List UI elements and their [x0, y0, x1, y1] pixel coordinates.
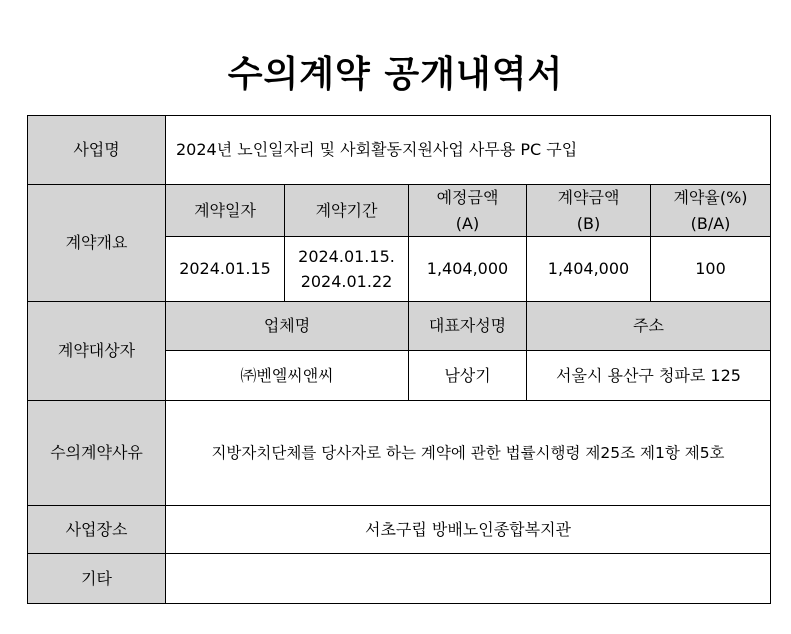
- value-contract-amount: 1,404,000: [527, 237, 651, 302]
- row-summary-headers: [28, 185, 771, 237]
- reason-label: 수의계약사유: [28, 401, 166, 506]
- value-representative: 남상기: [409, 351, 527, 401]
- header-contract-amount: [527, 185, 651, 237]
- project-label: 사업명: [28, 116, 166, 185]
- etc-value: [166, 554, 771, 604]
- value-contract-date: 2024.01.15: [166, 237, 285, 302]
- header-address: 주소: [527, 302, 771, 351]
- header-amount-line2: (B): [576, 213, 601, 233]
- header-contract-period: 계약기간: [285, 185, 409, 237]
- header-company: 업체명: [166, 302, 409, 351]
- reason-value: 지방자치단체를 당사자로 하는 계약에 관한 법률시행령 제25조 제1항 제5호: [166, 401, 771, 506]
- header-estimated-line1: 예정금액: [436, 188, 499, 207]
- header-rate-line2: (B/A): [690, 213, 731, 233]
- value-contract-period: [285, 237, 409, 302]
- project-value: 2024년 노인일자리 및 사회활동지원사업 사무용 PC 구입: [166, 116, 771, 185]
- value-period-end: 2024.01.22: [300, 272, 393, 292]
- row-reason: [28, 401, 771, 506]
- value-address: 서울시 용산구 청파로 125: [527, 351, 771, 401]
- location-value: 서초구립 방배노인종합복지관: [166, 506, 771, 554]
- value-estimated-amount: 1,404,000: [409, 237, 527, 302]
- value-company: ㈜벤엘씨앤씨: [166, 351, 409, 401]
- header-rate-line1: 계약율(%): [673, 188, 748, 207]
- row-project: [28, 116, 771, 185]
- header-estimated-line2: (A): [455, 213, 480, 233]
- contract-disclosure-table: [27, 115, 771, 604]
- row-etc: [28, 554, 771, 604]
- etc-label: 기타: [28, 554, 166, 604]
- location-label: 사업장소: [28, 506, 166, 554]
- row-contractor-headers: [28, 302, 771, 351]
- document-title: 수의계약 공개내역서: [227, 54, 564, 95]
- header-amount-line1: 계약금액: [557, 188, 620, 207]
- row-location: [28, 506, 771, 554]
- header-contract-date: 계약일자: [166, 185, 285, 237]
- value-period-start: 2024.01.15.: [298, 246, 395, 266]
- header-estimated-amount: [409, 185, 527, 237]
- contractor-label: 계약대상자: [28, 302, 166, 401]
- value-contract-rate: 100: [651, 237, 771, 302]
- header-representative: 대표자성명: [409, 302, 527, 351]
- header-contract-rate: [651, 185, 771, 237]
- summary-label: 계약개요: [28, 185, 166, 302]
